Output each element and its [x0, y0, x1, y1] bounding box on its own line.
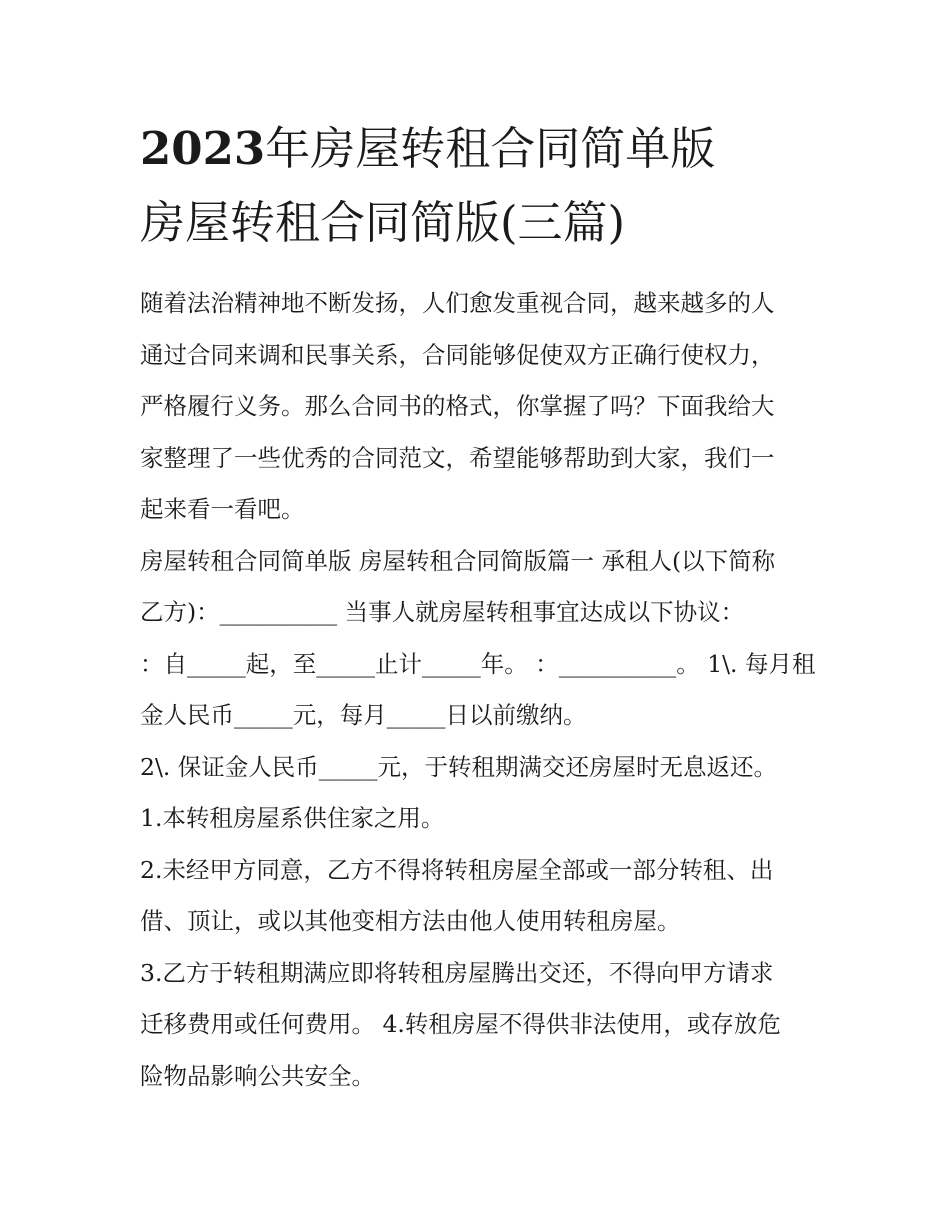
body-line: 2\. 保证金人民币_____元，于转租期满交还房屋时无息返还。 [140, 752, 778, 781]
title-line-2: 房屋转租合同简版(三篇) [140, 196, 626, 249]
title-line-1-text: 年房屋转租合同简单版 [265, 122, 716, 175]
body-line: 起来看一看吧。 [140, 495, 305, 523]
body-line: 严格履行义务。那么合同书的格式，你掌握了吗？下面我给大 [140, 392, 775, 420]
body-line: 迁移费用或任何费用。 4.转租房屋不得供非法使用，或存放危 [140, 1010, 781, 1038]
body-line: 借、顶让，或以其他变相方法由他人使用转租房屋。 [140, 907, 681, 935]
body-line: 2.未经甲方同意，乙方不得将转租房屋全部或一部分转租、出 [140, 855, 774, 884]
body-line: 乙方)：__________ 当事人就房屋转租事宜达成以下协议： [140, 598, 745, 626]
body-line: 通过合同来调和民事关系，合同能够促使双方正确行使权力， [140, 340, 775, 369]
body-line: ：自_____起，至_____止计_____年。 ：__________。 1\. 每月租 [140, 649, 816, 678]
document-title [140, 112, 820, 260]
body-line: 险物品影响公共安全。 [140, 1061, 375, 1090]
title-year: 2023 [140, 122, 266, 175]
title-line-1 [140, 112, 820, 186]
body-line: 随着法治精神地不断发扬，人们愈发重视合同，越来越多的人 [140, 289, 775, 317]
body-line: 金人民币_____元，每月_____日以前缴纳。 [140, 701, 587, 729]
body-line: 3.乙方于转租期满应即将转租房屋腾出交还，不得向甲方请求 [140, 958, 774, 987]
body-line: 房屋转租合同简单版 房屋转租合同简版篇一 承租人(以下简称 [140, 546, 776, 575]
body-line: 家整理了一些优秀的合同范文，希望能够帮助到大家，我们一 [140, 443, 775, 472]
body-line: 1.本转租房屋系供住家之用。 [140, 804, 445, 832]
document-body [140, 278, 820, 1102]
